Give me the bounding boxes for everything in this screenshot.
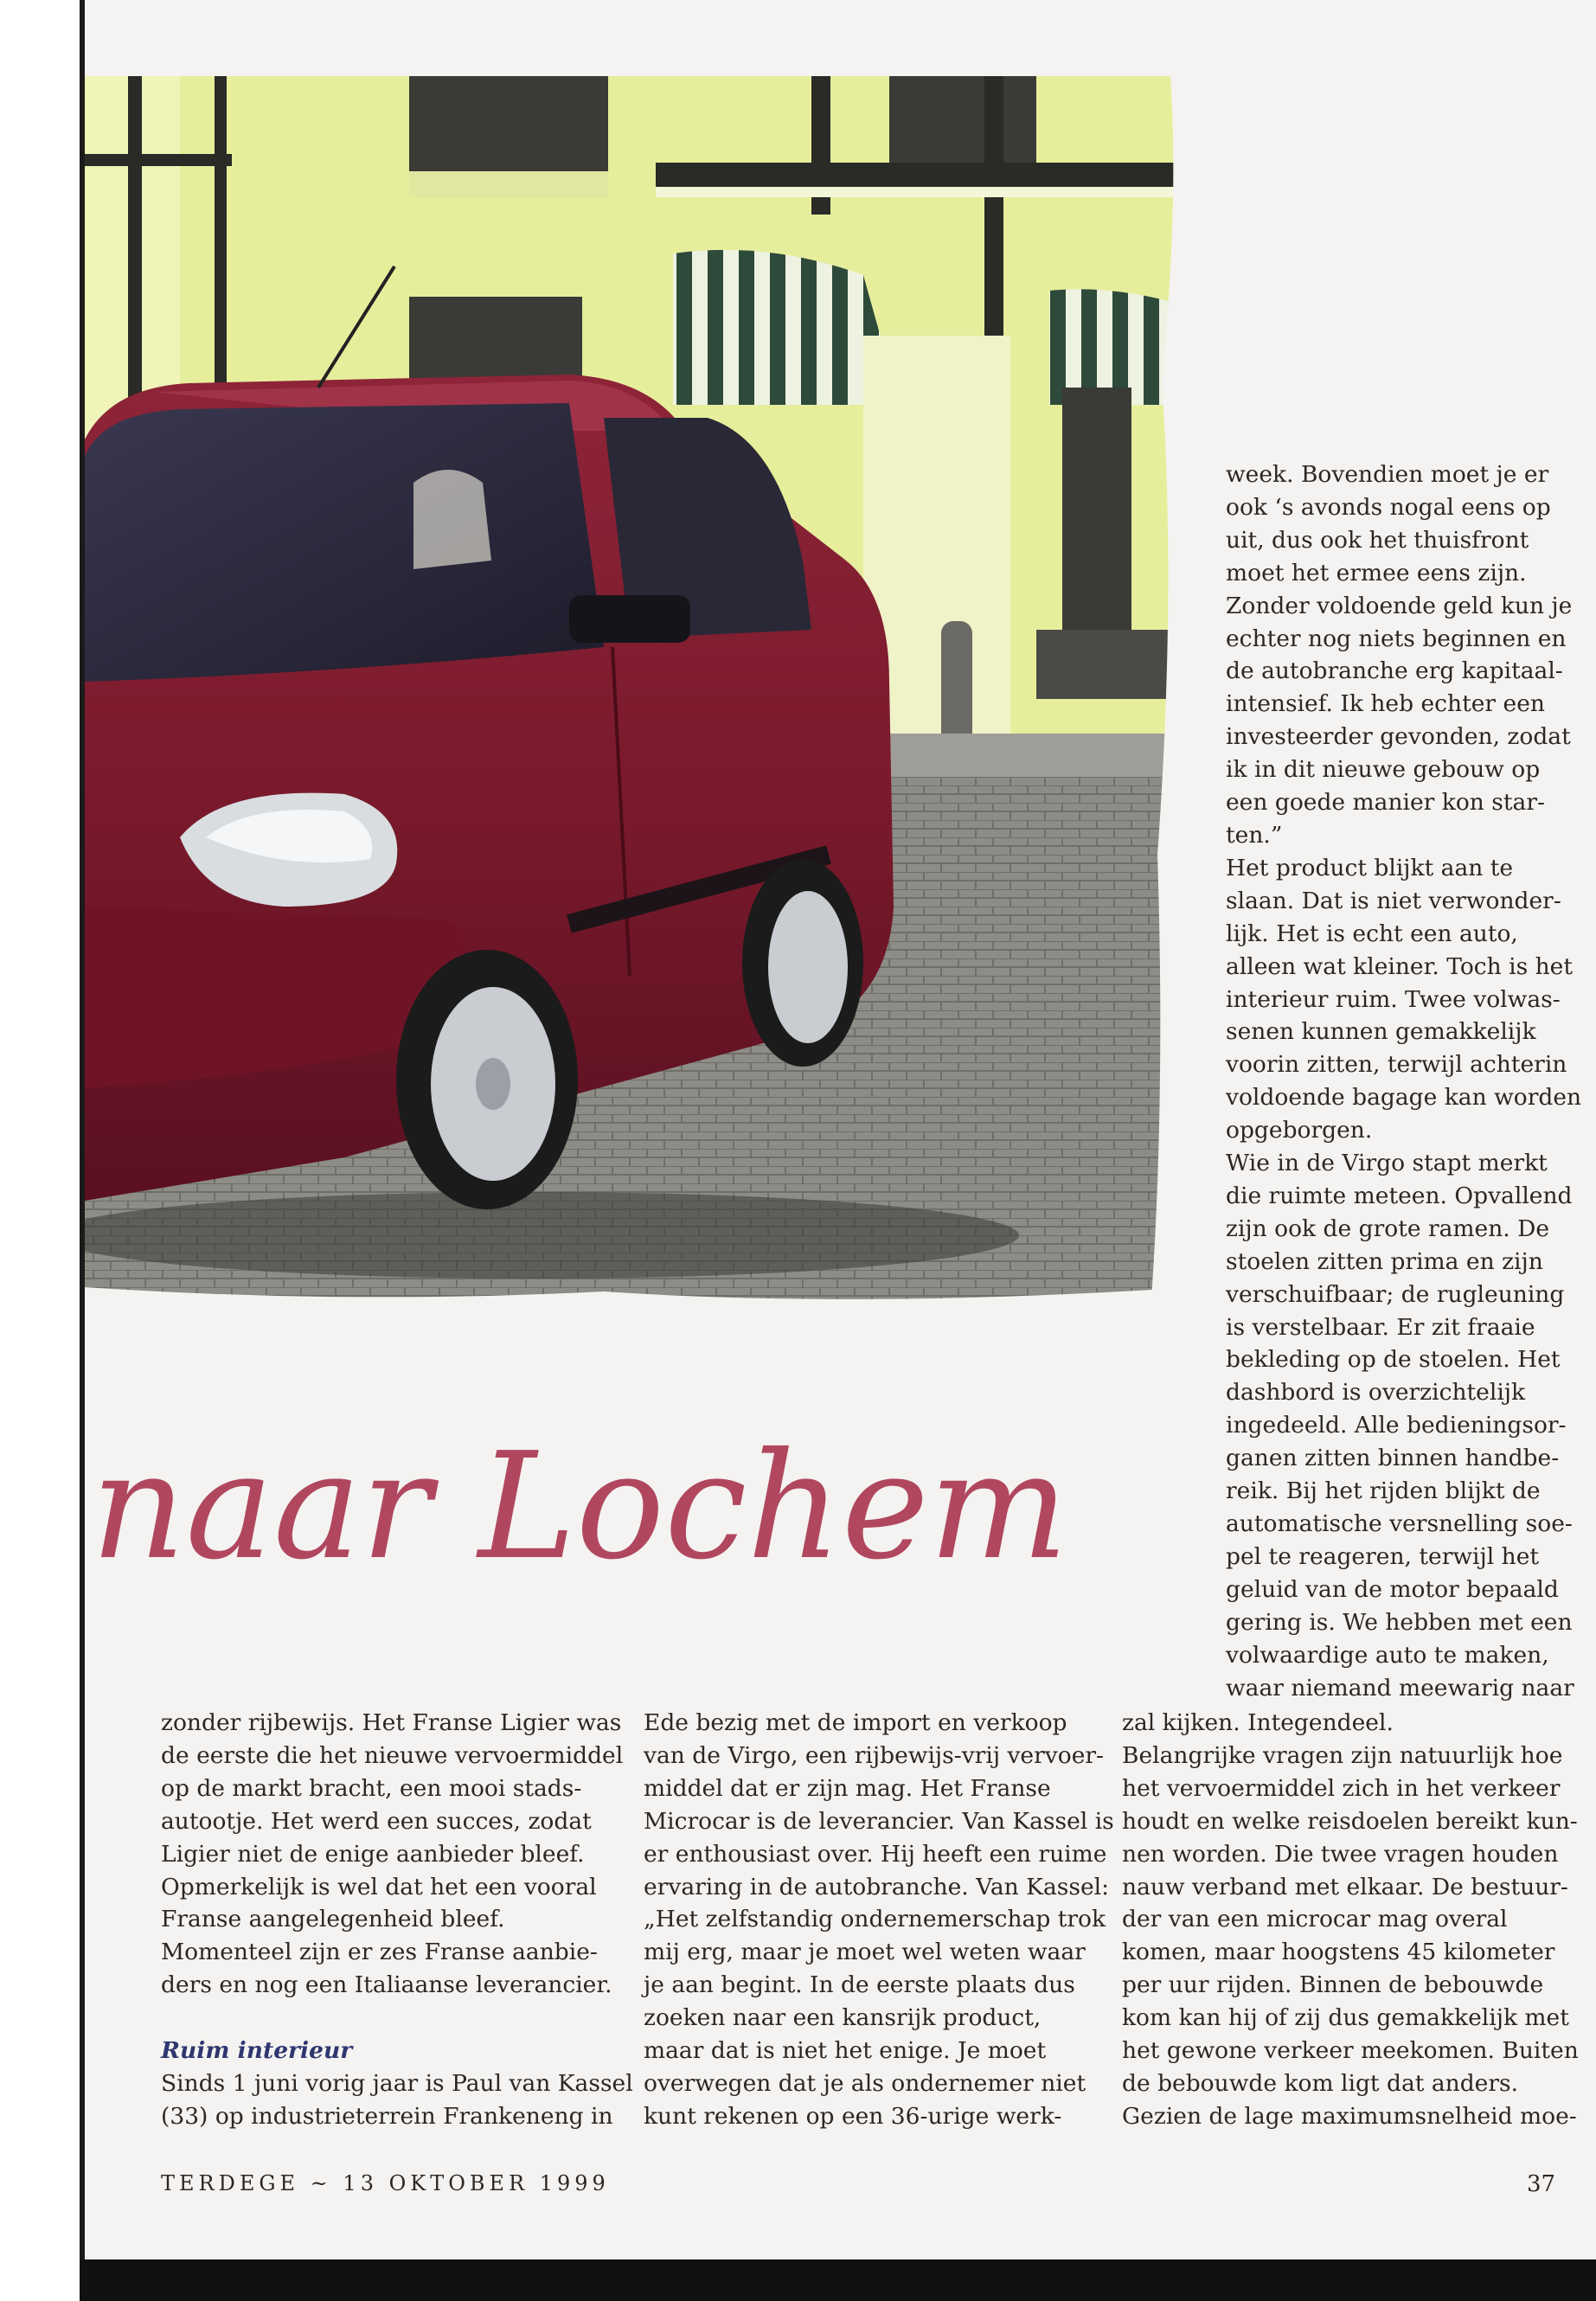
subheading: Ruim interieur [161,2037,353,2065]
text-line: uit, dus ook het thuisfront [1226,526,1529,554]
text-line: zonder rijbewijs. Het Franse Ligier was [161,1709,622,1736]
text-line: nen worden. Die twee vragen houden [1122,1840,1559,1868]
text-line: Het product blijkt aan te [1226,854,1514,881]
text-line: Ede bezig met de import en verkoop [644,1709,1067,1736]
text-line: ders en nog een Italiaanse leverancier. [161,1971,612,1999]
text-line: geluid van de motor bepaald [1226,1575,1559,1603]
text-line: Sinds 1 juni vorig jaar is Paul van Kassel [161,2070,633,2098]
text-line: is verstelbaar. Er zit fraaie [1226,1313,1535,1341]
text-line: reik. Bij het rijden blijkt de [1226,1477,1541,1505]
text-line: het gewone verkeer meekomen. Buiten [1122,2037,1579,2065]
text-column-1 [161,1707,633,2133]
text-line: Belangrijke vragen zijn natuurlijk hoe [1122,1741,1563,1769]
text-line: overwegen dat je als ondernemer niet [644,2069,1086,2097]
text-line: stoelen zitten prima en zijn [1226,1247,1543,1275]
text-line: Zonder voldoende geld kun je [1226,592,1573,619]
text-line: waar niemand meewarig naar [1226,1674,1574,1702]
text-line: week. Bovendien moet je er [1226,461,1549,488]
text-line: mij erg, maar je moet wel weten waar [644,1939,1086,1966]
text-line: per uur rijden. Binnen de bebouwde [1122,1971,1544,1999]
text-line: kom kan hij of zij dus gemakkelijk met [1122,2004,1569,2032]
title-text: naar Lochem [91,1421,1068,1593]
text-line: er enthousiast over. Hij heeft een ruime [644,1840,1107,1868]
text-line: die ruimte meteen. Opvallend [1226,1182,1573,1209]
text-line: ervaring in de autobranche. Van Kassel: [644,1873,1110,1900]
text-line: een goede manier kon star- [1226,789,1545,817]
text-line: zal kijken. Integendeel. [1122,1709,1394,1736]
text-line: het vervoermiddel zich in het verkeer [1122,1774,1561,1802]
text-column-right-top [1226,458,1581,1704]
text-line: zoeken naar een kansrijk product, [644,2004,1042,2032]
text-line: senen kunnen gemakkelijk [1226,1018,1536,1046]
text-line: komen, maar hoogstens 45 kilometer [1122,1939,1555,1966]
text-line: ingedeeld. Alle bedieningsor- [1226,1412,1567,1439]
text-line: middel dat er zijn mag. Het Franse [644,1774,1051,1802]
text-line: bekleding op de stoelen. Het [1226,1346,1561,1374]
text-line: alleen wat kleiner. Toch is het [1226,952,1574,980]
text-line: Momenteel zijn er zes Franse aanbie- [161,1939,598,1966]
text-line: lijk. Het is echt een auto, [1226,920,1518,947]
page-number: 37 [1527,2171,1556,2197]
text-line: investeerder gevonden, zodat [1226,723,1571,751]
text-line: Opmerkelijk is wel dat het een vooral [161,1873,597,1900]
text-line: verschuifbaar; de rugleuning [1226,1280,1565,1308]
text-line: Gezien de lage maximumsnelheid moe- [1122,2102,1577,2130]
text-line: dashbord is overzichtelijk [1226,1379,1526,1407]
scan-margin [0,0,80,2301]
text-line: voldoende bagage kan worden [1226,1084,1582,1112]
text-line: opgeborgen. [1226,1117,1373,1144]
text-line: moet het ermee eens zijn. [1226,559,1527,586]
text-line: volwaardige auto te maken, [1226,1641,1549,1669]
footer-publication: TERDEGE ~ 13 OKTOBER 1999 [161,2171,610,2195]
text-line: ik in dit nieuwe gebouw op [1226,756,1541,784]
text-line: echter nog niets beginnen en [1226,625,1567,652]
text-line: intensief. Ik heb echter een [1226,690,1545,718]
text-line: voorin zitten, terwijl achterin [1226,1051,1567,1079]
text-line: de eerste die het nieuwe vervoermiddel [161,1741,624,1769]
text-line: de bebouwde kom ligt dat anders. [1122,2069,1519,2097]
text-line: Wie in de Virgo stapt merkt [1226,1150,1548,1177]
text-line: op de markt bracht, een mooi stads- [161,1774,582,1802]
text-line: de autobranche erg kapitaal- [1226,657,1563,685]
text-line: gering is. We hebben met een [1226,1608,1573,1636]
text-line: ook ‘s avonds nogal eens op [1226,493,1551,521]
text-line: interieur ruim. Twee volwas- [1226,985,1561,1013]
text-line: ganen zitten binnen handbe- [1226,1445,1560,1472]
text-line: Ligier niet de enige aanbieder bleef. [161,1840,585,1868]
text-line: Franse aangelegenheid bleef. [161,1906,505,1933]
text-line: zijn ook de grote ramen. De [1226,1215,1550,1242]
article-title [91,1401,1112,1618]
text-line: pel te reageren, terwijl het [1226,1542,1540,1570]
text-line: nauw verband met elkaar. De bestuur- [1122,1873,1568,1900]
text-line: houdt en welke reisdoelen bereikt kun- [1122,1807,1578,1835]
text-line: je aan begint. In de eerste plaats dus [644,1971,1075,1999]
car-photo [85,76,1194,1335]
text-line: (33) op industrieterrein Frankeneng in [161,2102,613,2130]
text-line: Microcar is de leverancier. Van Kassel is [644,1807,1114,1835]
text-line: „Het zelfstandig ondernemerschap trok [644,1906,1106,1933]
text-line: van de Virgo, een rijbewijs-vrij vervoer- [644,1741,1105,1769]
text-line: der van een microcar mag overal [1122,1906,1508,1933]
scan-bottom-edge [80,2259,1596,2301]
text-line: slaan. Dat is niet verwonder- [1226,887,1561,914]
text-line: kunt rekenen op een 36-urige werk- [644,2102,1062,2130]
text-column-3 [1122,1707,1579,2133]
text-column-2 [644,1707,1114,2133]
text-line: maar dat is niet het enige. Je moet [644,2037,1047,2065]
text-line: ten.” [1226,821,1283,849]
text-line: automatische versnelling soe- [1226,1510,1573,1537]
text-line: autootje. Het werd een succes, zodat [161,1807,592,1835]
